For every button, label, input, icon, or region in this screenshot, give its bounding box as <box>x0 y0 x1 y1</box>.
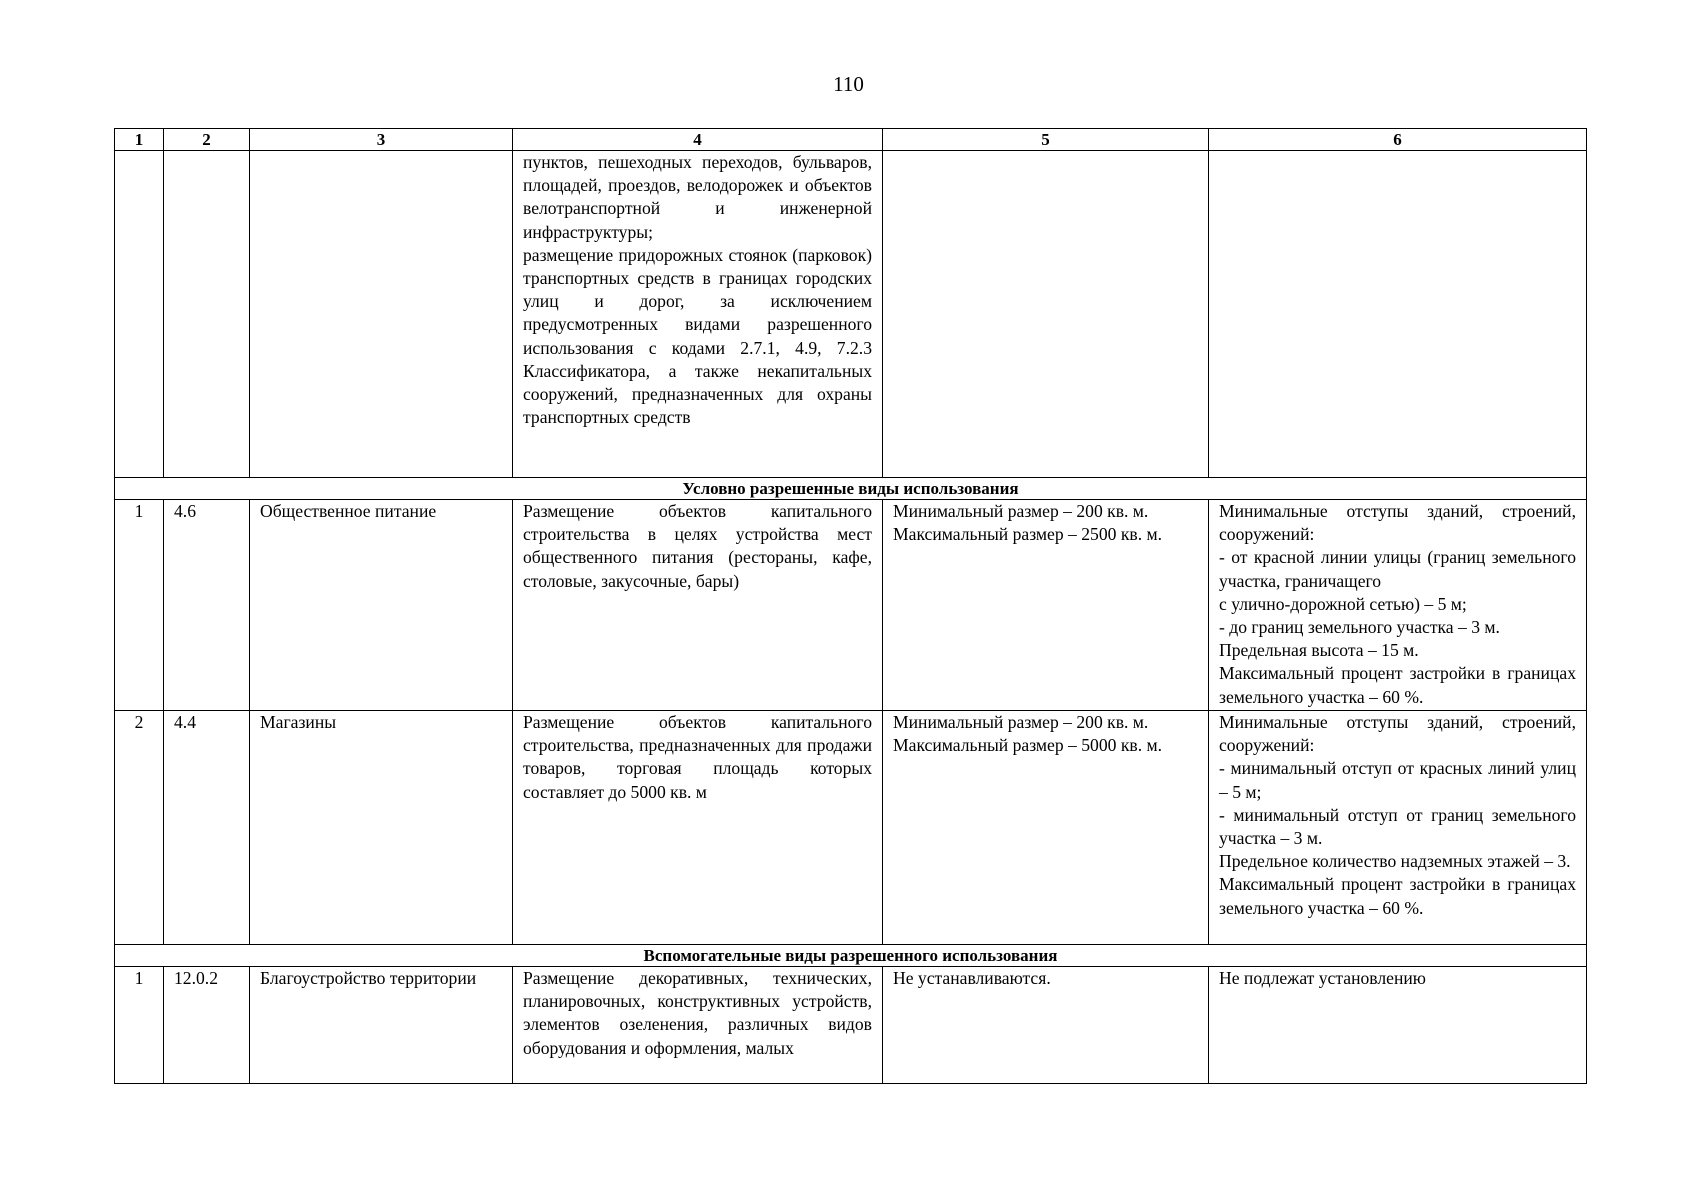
header-cell: 4 <box>513 129 883 151</box>
row-name: Общественное питание <box>250 500 513 711</box>
page-number: 110 <box>833 72 864 96</box>
table-row <box>115 500 1587 711</box>
table-cell <box>164 151 250 478</box>
params-line: Предельная высота – 15 м. <box>1219 640 1419 661</box>
row-params: Не подлежат установлению <box>1209 967 1587 1084</box>
row-params <box>1209 500 1587 711</box>
params-line: - до границ земельного участка – 3 м. <box>1219 617 1500 638</box>
header-cell: 5 <box>883 129 1209 151</box>
size-line: Минимальный размер – 200 кв. м. <box>893 712 1149 732</box>
size-line: Максимальный размер – 2500 кв. м. <box>893 524 1163 545</box>
row-name: Благоустройство территории <box>250 967 513 1084</box>
params-line: Предельное количество надземных этажей – 3. <box>1219 851 1571 872</box>
params-line: - минимальный отступ от границ земельного участка – 3 м. <box>1219 804 1576 849</box>
params-line: - от красной линии улицы (границ земельного участка, граничащего <box>1219 547 1576 591</box>
params-line: Максимальный процент застройки в границах земельного участка – 60 %. <box>1219 874 1576 918</box>
header-cell: 6 <box>1209 129 1587 151</box>
row-params <box>1209 711 1587 945</box>
table-cell <box>115 151 164 478</box>
section-row-auxiliary <box>115 945 1587 967</box>
section-title: Вспомогательные виды разрешенного использования <box>115 945 1587 967</box>
params-line: Максимальный процент застройки в границах земельного участка – 60 %. <box>1219 663 1576 707</box>
params-line: Минимальные отступы зданий, строений, сооружений: <box>1219 501 1576 545</box>
row-code: 4.6 <box>164 500 250 711</box>
row-number: 1 <box>115 967 164 1084</box>
row-size <box>883 711 1209 945</box>
params-line: - минимальный отступ от красных линий улиц – 5 м; <box>1219 758 1576 802</box>
row-number: 1 <box>115 500 164 711</box>
section-row-conditional <box>115 478 1587 500</box>
description-paragraph: пунктов, пешеходных переходов, бульваров, площадей, проездов, велодорожек и объектов велотранспортной и инженерной инфраструктуры; <box>523 152 872 242</box>
description-paragraph: размещение придорожных стоянок (парковок) транспортных средств в границах городских улиц и дорог, за исключением предусмотренных видами разрешенного использования с кодами 2.7.1, 4.9, 7.2.3 Классификатора, а также некапитальных сооружений, предназначенных для охраны транспортных средств <box>523 244 872 428</box>
table-cell <box>250 151 513 478</box>
header-cell: 3 <box>250 129 513 151</box>
row-name: Магазины <box>250 711 513 945</box>
header-cell: 2 <box>164 129 250 151</box>
table-row <box>115 967 1587 1084</box>
row-description: Размещение декоративных, технических, планировочных, конструктивных устройств, элементов озеленения, различных видов оборудования и оформления, малых <box>513 967 883 1084</box>
row-code: 12.0.2 <box>164 967 250 1084</box>
row-number: 2 <box>115 711 164 945</box>
table-header-row <box>115 129 1587 151</box>
params-line: Минимальные отступы зданий, строений, сооружений: <box>1219 712 1576 756</box>
size-line: Максимальный размер – 5000 кв. м. <box>893 735 1163 756</box>
row-code: 4.4 <box>164 711 250 945</box>
params-line: с улично-дорожной сетью) – 5 м; <box>1219 593 1467 614</box>
header-cell: 1 <box>115 129 164 151</box>
table-cell <box>883 151 1209 478</box>
size-line: Минимальный размер – 200 кв. м. <box>893 501 1149 521</box>
row-size: Не устанавливаются. <box>883 967 1209 1084</box>
description-cell <box>513 151 883 478</box>
table-row-continuation <box>115 151 1587 478</box>
row-description: Размещение объектов капитального строительства, предназначенных для продажи товаров, торговая площадь которых составляет до 5000 кв. м <box>513 711 883 945</box>
table-row <box>115 711 1587 945</box>
row-size <box>883 500 1209 711</box>
section-title: Условно разрешенные виды использования <box>115 478 1587 500</box>
table-cell <box>1209 151 1587 478</box>
row-description: Размещение объектов капитального строительства в целях устройства мест общественного питания (рестораны, кафе, столовые, закусочные, бары) <box>513 500 883 711</box>
land-use-table <box>114 128 1587 1084</box>
